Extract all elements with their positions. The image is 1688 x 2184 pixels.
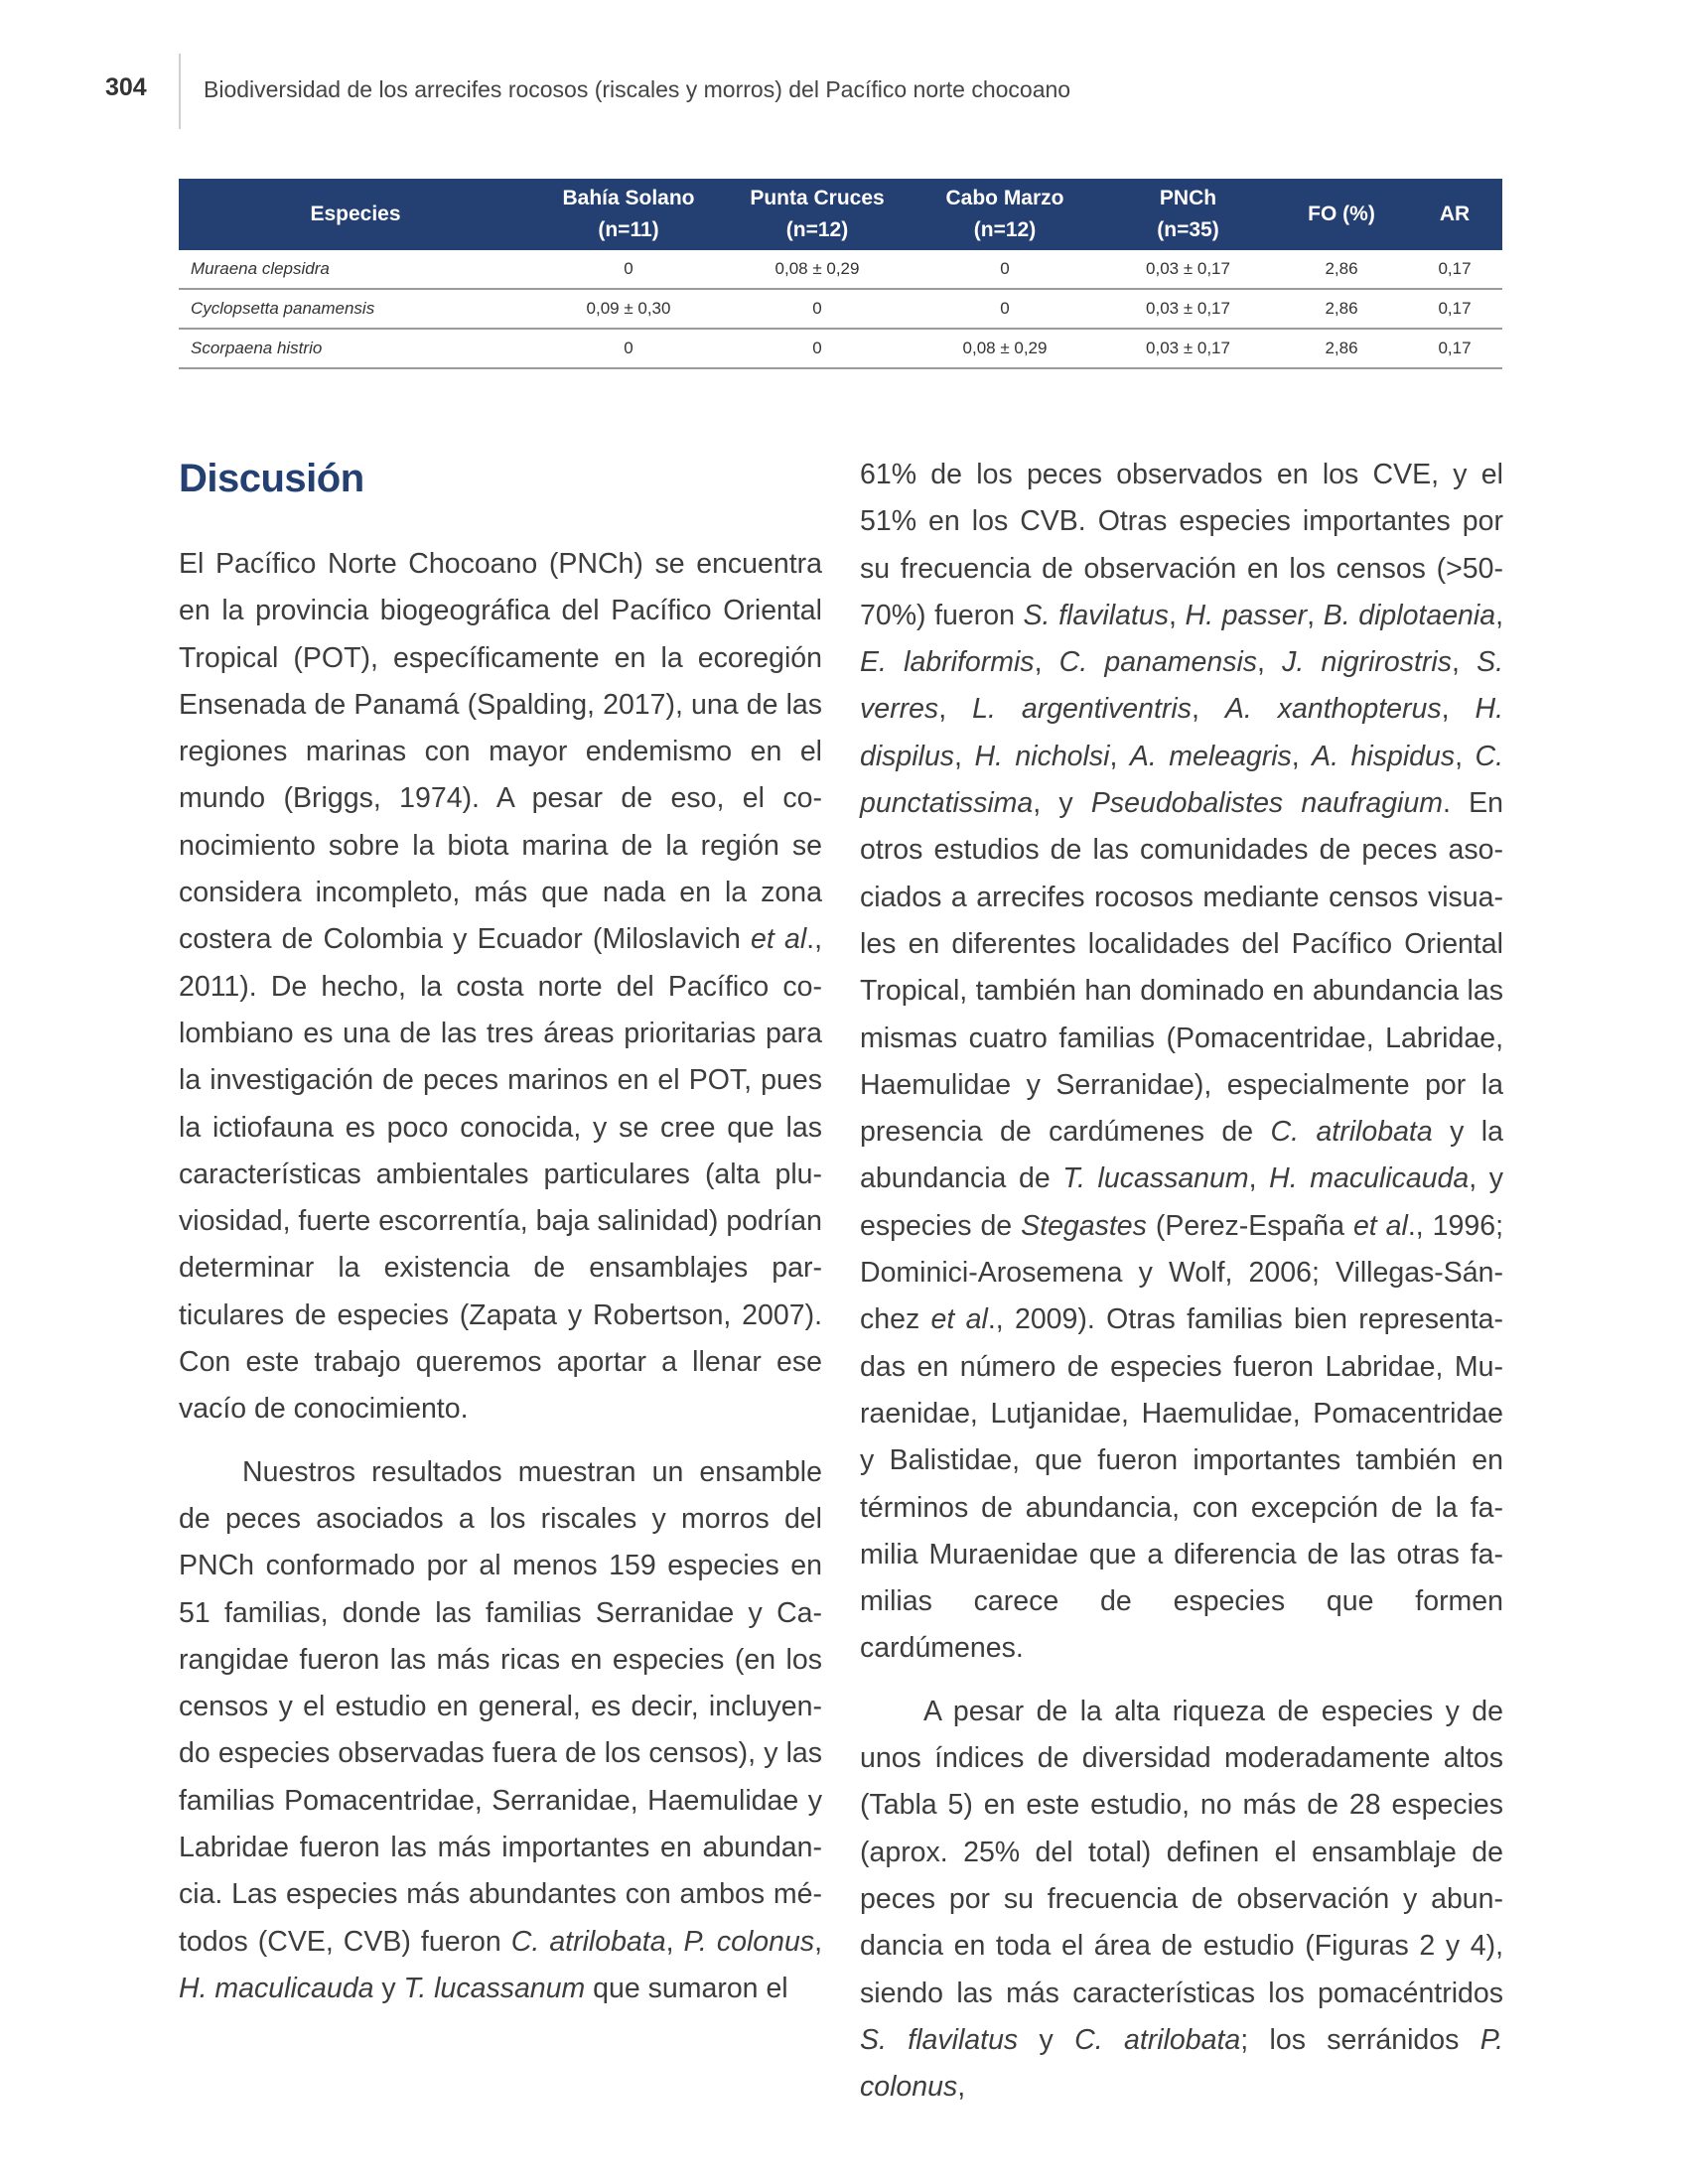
header-fo: FO (%) — [1276, 179, 1407, 250]
header-divider — [179, 54, 181, 129]
cell-bahia-solano: 0 — [532, 329, 725, 368]
table-row — [179, 289, 1502, 329]
page-header — [0, 0, 1688, 139]
paragraph-1: El Pacífico Norte Chocoano (PNCh) se encuentra en la provincia biogeográfica del Pacífico Oriental Tropical (POT), específicamente en la ecoregión Ensenada de Panamá (Spalding, 2017), una de las regiones marinas con mayor endemismo en el mundo (Briggs, 1974). A pesar de eso, el conocimiento sobre la biota marina de la región se considera incompleto, más que nada en la zona costera de Colombia y Ecuador (Miloslavich et al., 2011). De hecho, la costa norte del Pacífico colombiano es una de las tres áreas prioritarias para la investigación de peces marinos en el POT, pues la ictiofauna es poco conocida, y se cree que las características ambientales particulares (alta pluviosidad, fuerte escorrentía, baja salinidad) podrían determinar la existencia de ensamblajes particulares de especies (Zapata y Robertson, 2007). Con este trabajo queremos aportar a llenar ese vacío de conocimiento. — [179, 548, 822, 1426]
header-punta-cruces: Punta Cruces (n=12) — [725, 179, 910, 250]
cell-punta-cruces: 0,08 ± 0,29 — [725, 250, 910, 289]
cell-bahia-solano: 0 — [532, 250, 725, 289]
header-species: Especies — [179, 179, 532, 250]
cell-punta-cruces: 0 — [725, 289, 910, 329]
cell-pnch: 0,03 ± 0,17 — [1100, 329, 1276, 368]
cell-ar: 0,17 — [1407, 250, 1502, 289]
cell-cabo-marzo: 0 — [910, 250, 1100, 289]
cell-punta-cruces: 0 — [725, 329, 910, 368]
cell-fo: 2,86 — [1276, 250, 1407, 289]
cell-pnch: 0,03 ± 0,17 — [1100, 289, 1276, 329]
header-bahia-solano: Bahía Solano (n=11) — [532, 179, 725, 250]
cell-species: Scorpaena histrio — [179, 329, 532, 368]
paragraph-3: A pesar de la alta riqueza de especies y de unos índices de diversidad moderadamente altos (Tabla 5) en este estudio, no más de 28 especies (aprox. 25% del total) definen el ensamblaje de peces por su frecuencia de observación y abundancia en toda el área de estudio (Figuras 2 y 4), siendo las más características los pomacéntridos S. flavilatus y C. atrilobata; los serránidos P. colonus, — [860, 1695, 1503, 2104]
header-pnch: PNCh (n=35) — [1100, 179, 1276, 250]
cell-species: Muraena clepsidra — [179, 250, 532, 289]
table-row — [179, 329, 1502, 368]
paragraph-2-continued: 61% de los peces observados en los CVE, y el 51% en los CVB. Otras especies importantes por su frecuencia de observación en los censos (>50-70%) fueron S. flavilatus, H. passer, B. diplotaenia, E. labriformis, C. panamensis, J. nigrirostris, S. verres, L. argentiventris, A. xanthopterus, H. dispilus, H. nicholsi, A. meleagris, A. hispidus, C. punctatissima, y Pseudobalistes naufragium. En otros estudios de las comunidades de peces asociados a arrecifes rocosos mediante censos visuales en diferentes localidades del Pacífico Oriental Tropical, también han dominado en abundancia las mismas cuatro familias (Pomacentridae, Labridae, Haemulidae y Serranidae), especialmente por la presencia de cardúmenes de C. atrilobata y la abundancia de T. lucassanum, H. maculicauda, y especies de Stegastes (Perez-España et al., 1996; Dominici-Arosemena y Wolf, 2006; Villegas-Sánchez et al., 2009). Otras familias bien representadas en número de especies fueron Labridae, Muraenidae, Lutjanidae, Haemulidae, Pomacentridae y Balistidae, que fueron importantes también en términos de abundancia, con excepción de la familia Muraenidae que a diferencia de las otras familias carece de especies que formen cardúmenes. — [860, 459, 1504, 1665]
cell-cabo-marzo: 0 — [910, 289, 1100, 329]
running-title: Biodiversidad de los arrecifes rocosos (riscales y morros) del Pacífico norte chocoano — [204, 76, 1071, 102]
cell-ar: 0,17 — [1407, 329, 1502, 368]
cell-ar: 0,17 — [1407, 289, 1502, 329]
cell-cabo-marzo: 0,08 ± 0,29 — [910, 329, 1100, 368]
species-table — [179, 179, 1502, 369]
paragraph-2-start: Nuestros resultados muestran un ensamble de peces asociados a los riscales y morros del PNCh conformado por al menos 159 especies en 51 familias, donde las familias Serranidae y Carangidae fueron las más ricas en especies (en los censos y el estudio en general, es decir, incluyendo especies observadas fuera de los censos), y las familias Pomacentridae, Serranidae, Haemulidae y Labridae fueron las más importantes en abundancia. Las especies más abundantes con ambos métodos (CVE, CVB) fueron C. atrilobata, P. colonus, H. maculicauda y T. lucassanum que sumaron el — [179, 1455, 822, 2004]
page-number: 304 — [105, 73, 147, 101]
cell-fo: 2,86 — [1276, 289, 1407, 329]
text-column-left — [179, 541, 822, 2028]
header-ar: AR — [1407, 179, 1502, 250]
text-column-right — [860, 452, 1503, 2126]
cell-bahia-solano: 0,09 ± 0,30 — [532, 289, 725, 329]
table-header — [179, 179, 1502, 250]
cell-species: Cyclopsetta panamensis — [179, 289, 532, 329]
header-cabo-marzo: Cabo Marzo (n=12) — [910, 179, 1100, 250]
cell-pnch: 0,03 ± 0,17 — [1100, 250, 1276, 289]
cell-fo: 2,86 — [1276, 329, 1407, 368]
section-heading: Discusión — [179, 457, 364, 500]
table-row — [179, 250, 1502, 289]
